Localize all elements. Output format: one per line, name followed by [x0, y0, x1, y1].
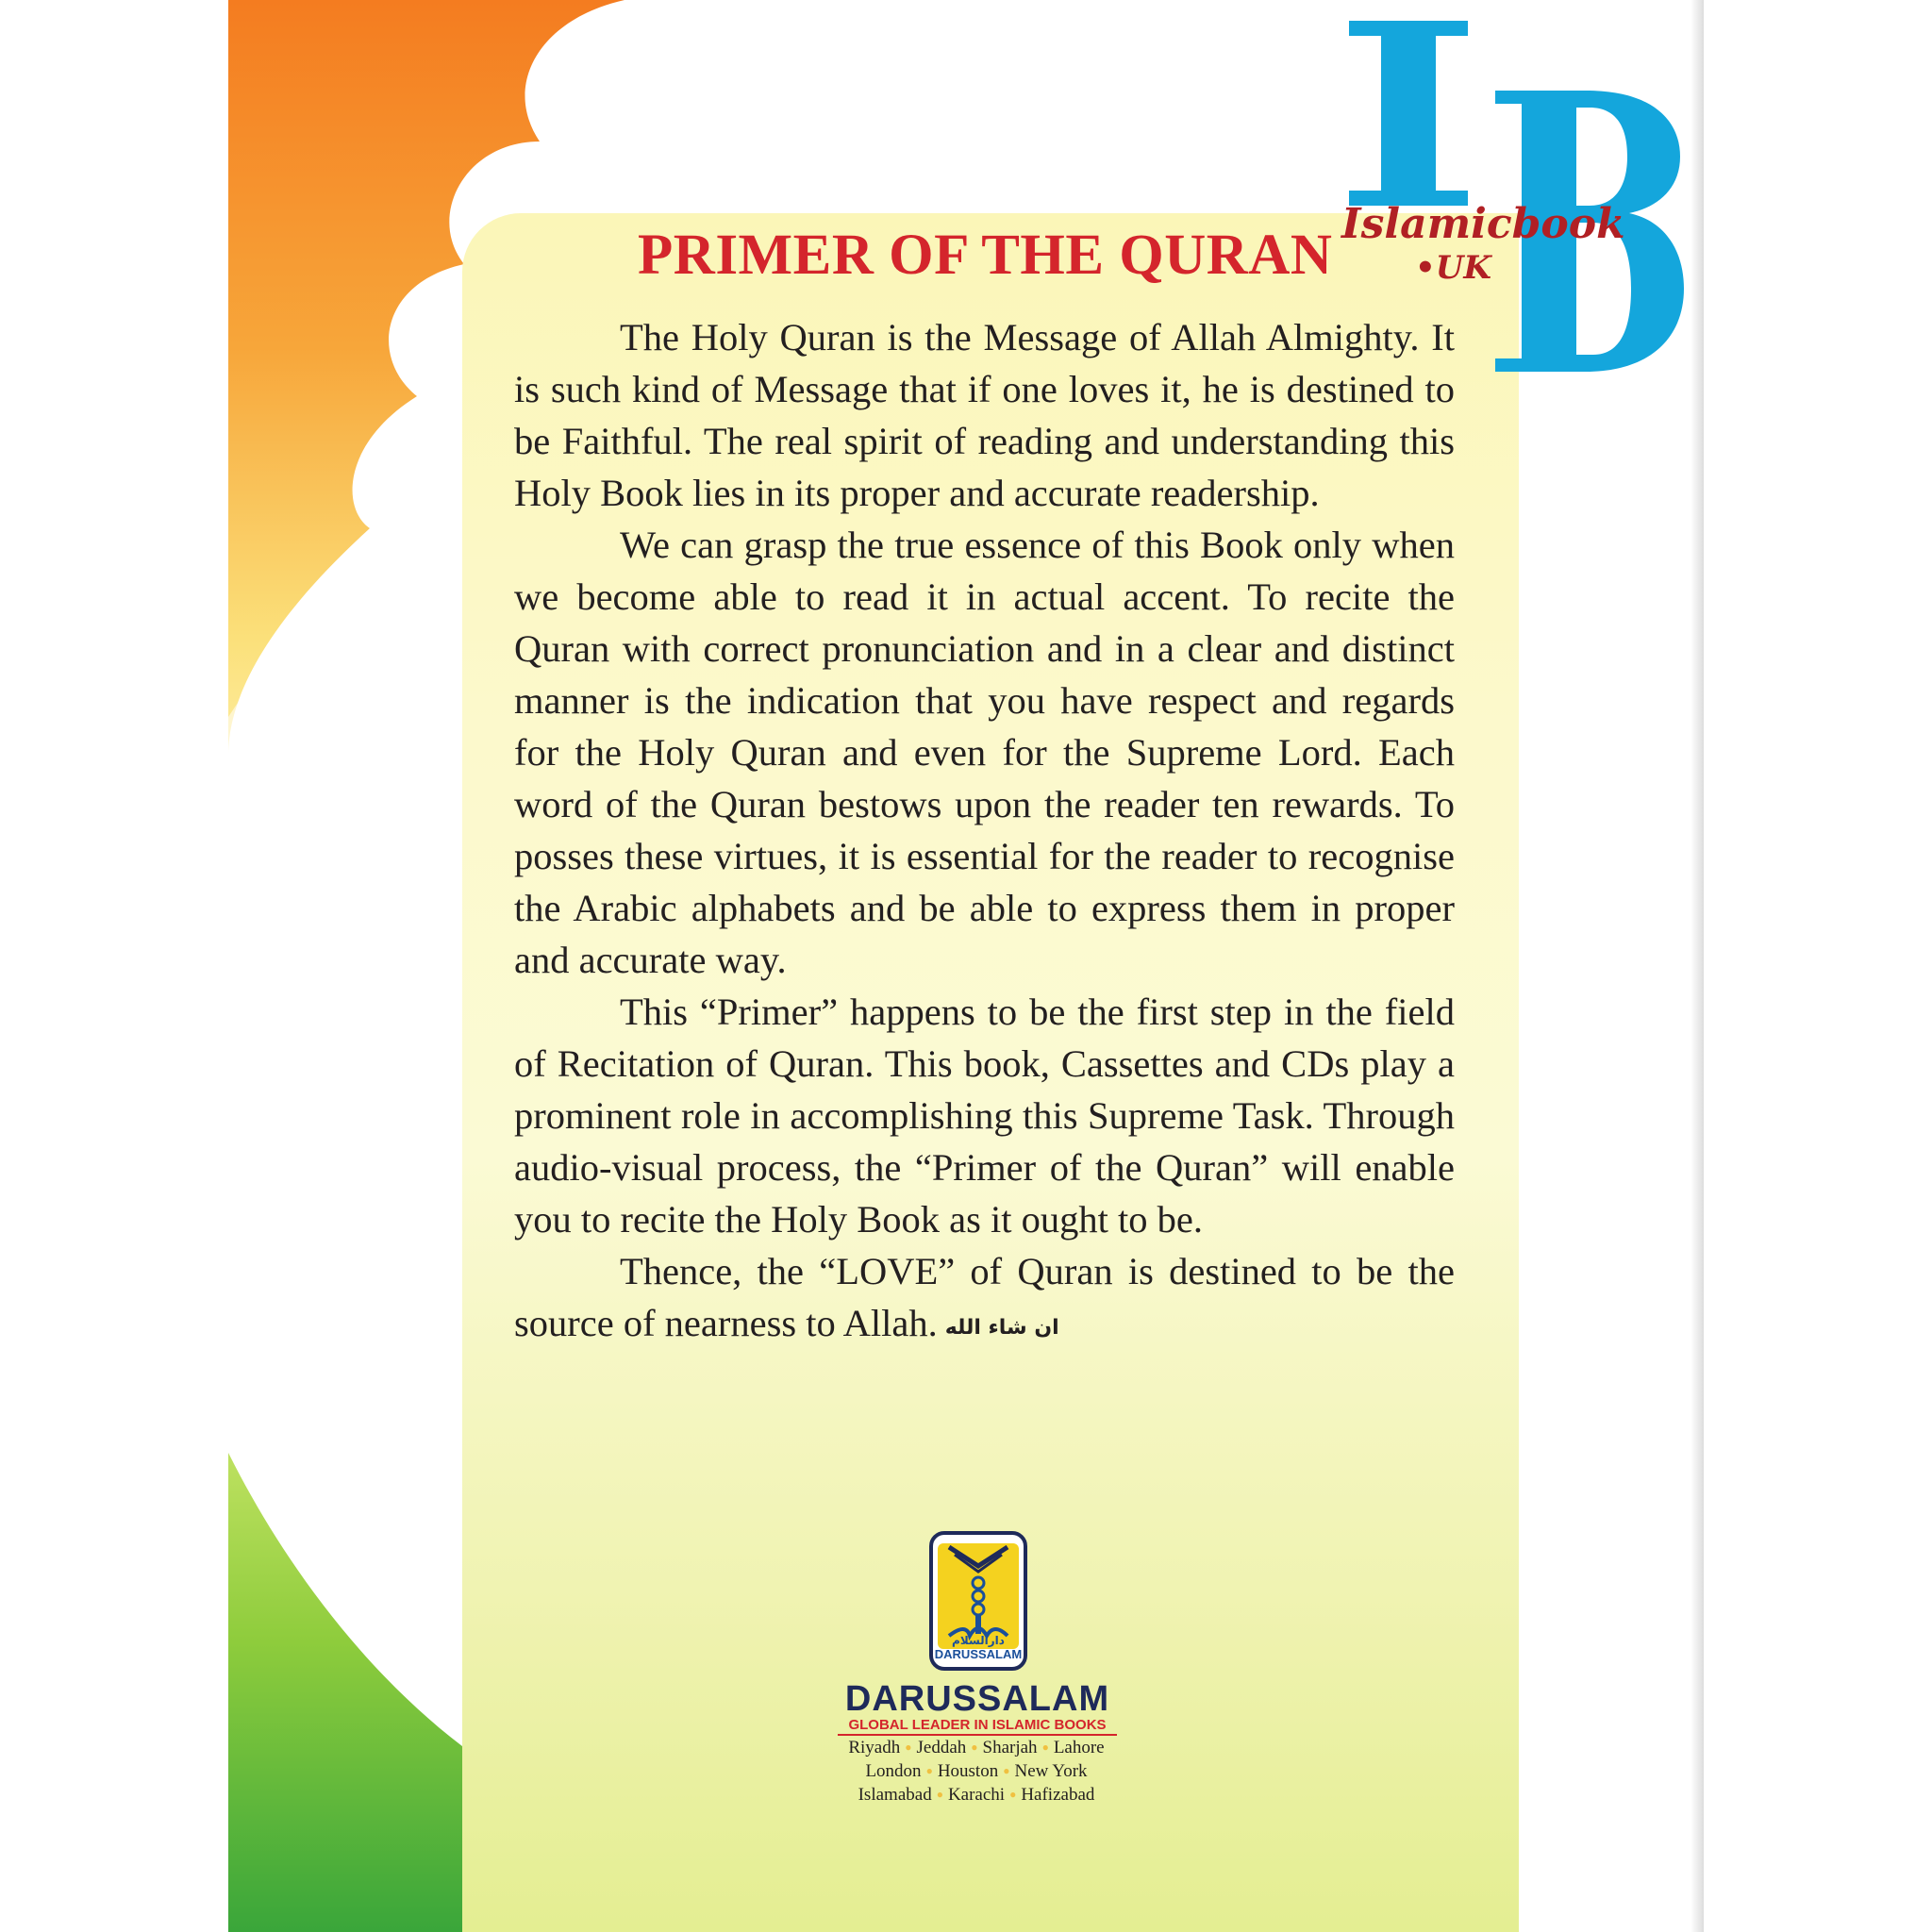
logo-arabic-text: دارالسلام: [952, 1634, 1005, 1647]
city: Lahore: [1053, 1738, 1105, 1757]
cover-edge-shadow: [1690, 0, 1704, 1932]
city: Riyadh: [848, 1738, 901, 1757]
arabic-phrase: ان شاء الله: [944, 1316, 1059, 1340]
logo-label: DARUSSALAM: [934, 1647, 1023, 1661]
watermark-site-suffix: •UK: [1415, 249, 1491, 287]
separator-dot: ●: [925, 1764, 933, 1777]
city: Karachi: [947, 1785, 1006, 1805]
separator-dot: ●: [1009, 1788, 1017, 1801]
separator-dot: ●: [971, 1740, 978, 1754]
publisher-tagline: GLOBAL LEADER IN ISLAMIC BOOKS: [848, 1717, 1107, 1733]
page-title: PRIMER OF THE QURAN: [638, 224, 1333, 287]
paragraph-1: The Holy Quran is the Message of Allah Almighty. It is such kind of Message that if one loves it, he is destined to be Faithful. The real spirit of reading and understanding this Holy Book lies in its proper and accurate readership.: [514, 316, 1455, 514]
city: New York: [1014, 1761, 1088, 1781]
city: London: [865, 1761, 922, 1781]
city: Sharjah: [982, 1738, 1038, 1757]
separator-dot: ●: [1041, 1740, 1049, 1754]
paragraph-2: We can grasp the true essence of this Book only when we become able to read it in actual accent. To recite the Quran with correct pronunciation and in a clear and distinct manner is the indication that you have respect and regards for the Holy Quran and even for the Supreme Lord. Each word of the Quran bestows upon the reader ten rewards. To posses these virtues, it is essential for the reader to recognise the Arabic alphabets and be able to express them in proper and accurate way.: [514, 524, 1455, 981]
publisher-cities: [811, 1736, 1141, 1807]
city: Jeddah: [916, 1738, 967, 1757]
separator-dot: ●: [936, 1788, 943, 1801]
watermark-letter-i: [1349, 21, 1468, 206]
paragraph-3: This “Primer” happens to be the first step in the field of Recitation of Quran. This book, Cassettes and CDs play a prominent role in accomplishing this Supreme Task. Through audio-visual process, the “Primer of the Quran” will enable you to recite the Holy Book as it ought to be.: [514, 991, 1455, 1241]
publisher-name: DARUSSALAM: [844, 1679, 1110, 1719]
separator-dot: ●: [1003, 1764, 1010, 1777]
city: Hafizabad: [1021, 1785, 1095, 1805]
city-row: [811, 1783, 1141, 1807]
separator-dot: ●: [905, 1740, 912, 1754]
paragraph-4: [514, 1245, 1455, 1354]
city-row: [811, 1736, 1141, 1759]
paragraph-4-text: Thence, the “LOVE” of Quran is destined to be the source of nearness to Allah.: [514, 1250, 1455, 1344]
body-text: [514, 311, 1455, 1354]
city: Houston: [937, 1761, 999, 1781]
city-row: [811, 1759, 1141, 1783]
city: Islamabad: [858, 1785, 932, 1805]
watermark-site-name: Islamicbook: [1341, 200, 1625, 248]
